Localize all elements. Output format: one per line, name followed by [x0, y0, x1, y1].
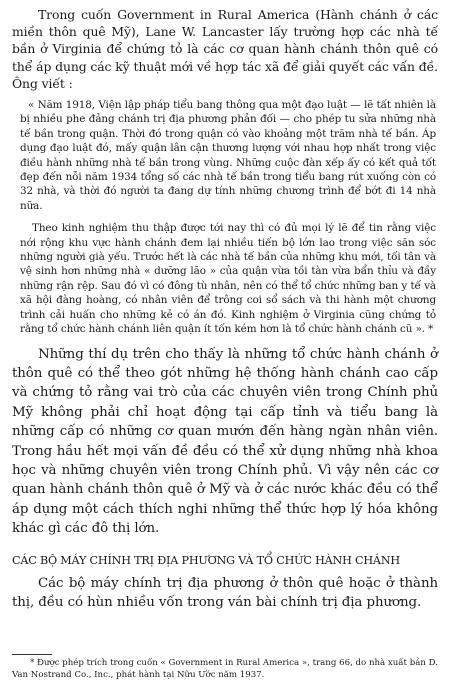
- footnote: * Được phép trích trong cuốn « Government in Rural America », trang 66, do nhà xuất bản D. Van Nostrand Co., Inc., phát hành tại Nữu Ước năm 1937.: [12, 658, 438, 680]
- body-paragraph-1: Những thí dụ trên cho thấy là những tổ chức hành chánh ở thôn quê có thể theo gót những hệ thống hành chánh cao cấp và chứng tỏ rằng vai trò của các chuyên viên trong Chính phủ Mỹ không phải chỉ hoạt động tại cấp tỉnh và tiểu bang là những cấp có những cơ quan mướn đến hàng ngàn nhân viên. Trong hầu hết mọi vấn đề đều có thể xử dụng những nhà khoa học và những chuyên viên trong Chính phủ. Vì vậy nên các cơ quan hành chánh thôn quê ở Mỹ và ở các nước khác đều có thể áp dụng một cách thích nghi những thể thức hợp lý hóa không khác gì các đô thị lớn.: [12, 346, 438, 537]
- footnote-divider: [12, 654, 52, 655]
- quote-paragraph-2: Theo kinh nghiệm thu thập được tới nay thì có đủ mọi lý lẽ để tin rằng việc nới rộng khu vực hành chánh đem lại nhiều tiến bộ lớn lao trong việc săn sóc những người già yếu. Trước hết là các nhà tế bần của những khu mới, tối tân và vệ sinh hơn những nhà « dưỡng lão » của quận vừa tồi tàn vừa bẩn thỉu và đầy những rận rệp. Sau đó vì có đông tù nhân, nên có thể tổ chức những ban y tế và xã hội đàng hoàng, có nhân viên để trông coi sổ sách và thi hành một chương trình cải huấn cho những kẻ có án đó. Kinh nghiệm ở Virginia cũng chứng tỏ rằng tổ chức hành chánh liên quận ít tốn kém hơn là tổ chức hành chánh cũ ». *: [20, 222, 436, 336]
- body-paragraph-2: Các bộ máy chính trị địa phương ở thôn quê hoặc ở thành thị, đều có hùn nhiều vốn trong ván bài chính trị địa phương.: [12, 575, 438, 610]
- quote-paragraph-1: « Năm 1918, Viện lập pháp tiểu bang thông qua một đạo luật — lẽ tất nhiên là bị nhiều phe đảng chánh trị địa phương phản đối — cho phép tu sửa những nhà tế bần trong quận. Thời đó trong quận có vào khoảng một trăm nhà tế bần. Áp dụng đạo luật đó, mấy quận lân cận thương lượng với nhau hợp nhất trong việc điều hành những nhà tế bần trong vùng. Những cuộc đàn xếp ấy có kết quả tốt đẹp đến nỗi năm 1934 tổng số các nhà tế bần trong tiểu bang rút xuống còn có 32 nhà, và thời đó người ta đang dự tính những chương trình để bớt đi 14 nhà nữa.: [20, 99, 436, 212]
- intro-paragraph: Trong cuốn Government in Rural America (Hành chánh ở các miền thôn quê Mỹ), Lane W. Lancaster lấy trường hợp các nhà tế bần ở Virginia để chứng tỏ là các cơ quan hành chánh thôn quê có thể áp dụng các kỹ thuật mới về hợp tác xã để giải quyết các vấn đề. Ông viết :: [12, 7, 438, 91]
- section-heading: CÁC BỘ MÁY CHÍNH TRỊ ĐỊA PHƯƠNG VÀ TỔ CHỨC HÀNH CHÁNH: [12, 553, 400, 567]
